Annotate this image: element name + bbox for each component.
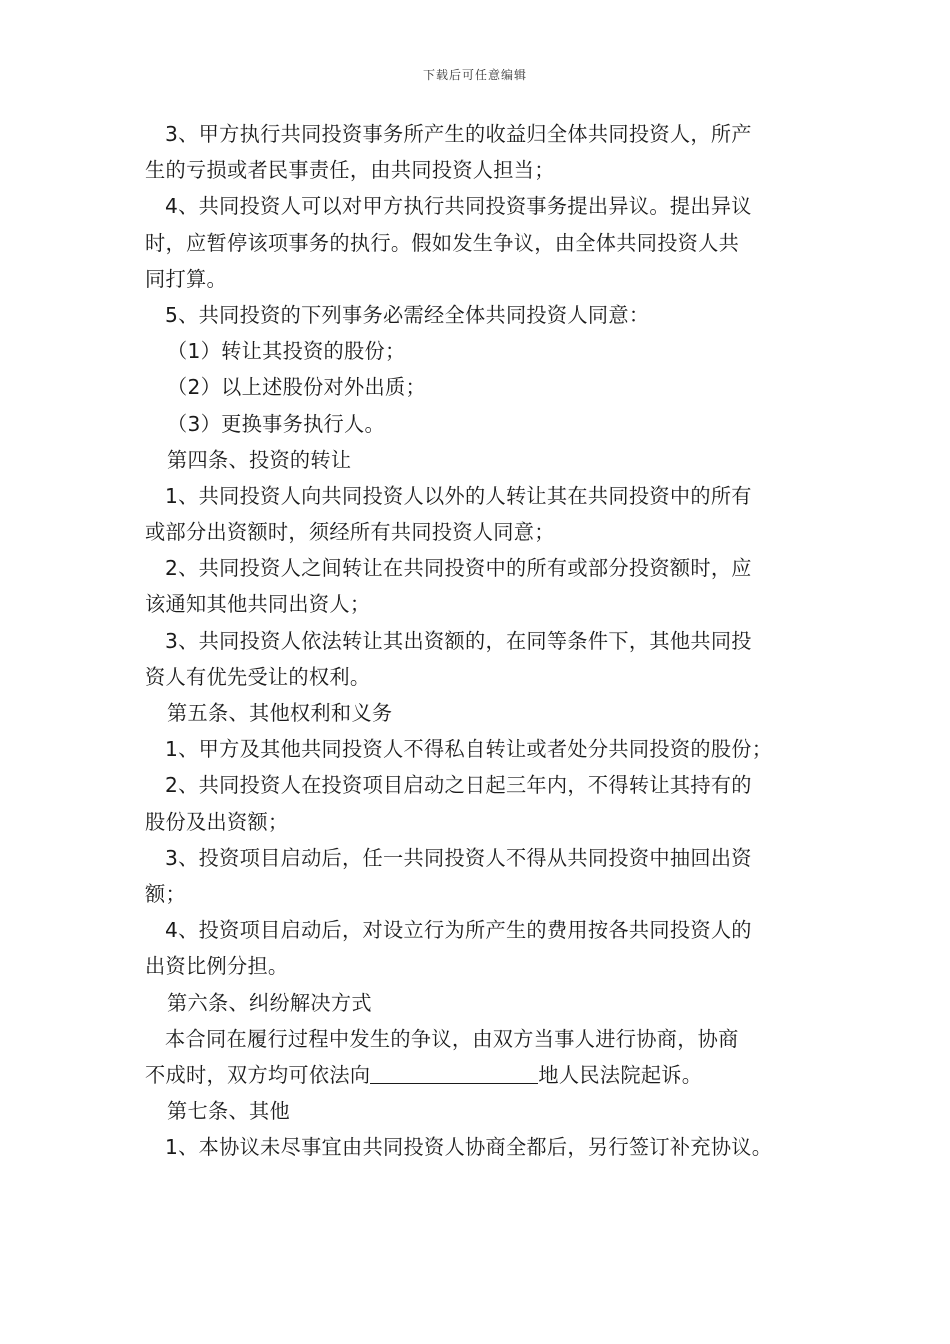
article-heading: 第六条、纠纷解决方式: [167, 990, 372, 1015]
clause-line: 额；: [145, 881, 186, 906]
clause-line: 或部分出资额时，须经所有共同投资人同意；: [145, 520, 555, 545]
page-header-note: 下载后可任意编辑: [422, 68, 527, 82]
sub-item-line: （2）以上述股份对外出质；: [167, 375, 426, 400]
clause-line: 4、投资项目启动后，对设立行为所产生的费用按各共同投资人的: [165, 918, 752, 943]
clause-line: 3、甲方执行共同投资事务所产生的收益归全体共同投资人，所产: [165, 122, 752, 146]
clause-line: 时，应暂停该项事务的执行。假如发生争议，由全体共同投资人共: [145, 230, 740, 255]
clause-line: 2、共同投资人在投资项目启动之日起三年内，不得转让其持有的: [165, 773, 752, 798]
clause-line: 3、投资项目启动后，任一共同投资人不得从共同投资中抽回出资: [165, 845, 752, 870]
clause-line-with-blank: [145, 1057, 820, 1093]
clause-line: 1、共同投资人向共同投资人以外的人转让其在共同投资中的所有: [165, 483, 752, 508]
article-heading: 第七条、其他: [167, 1099, 290, 1124]
court-location-blank: [370, 1061, 538, 1084]
article-heading: 第四条、投资的转让: [167, 447, 352, 472]
clause-line: 本合同在履行过程中发生的争议，由双方当事人进行协商，协商: [165, 1026, 739, 1051]
clause-text-before-blank: 不成时，双方均可依法向: [145, 1062, 371, 1087]
clause-text-after-blank: 地人民法院起诉。: [538, 1062, 703, 1087]
clause-line: 3、共同投资人依法转让其出资额的，在同等条件下，其他共同投: [165, 628, 752, 653]
sub-item-line: （3）更换事务执行人。: [167, 411, 386, 436]
article-heading: 第五条、其他权利和义务: [167, 701, 393, 725]
clause-line: 该通知其他共同出资人；: [145, 592, 371, 617]
clause-line: 股份及出资额；: [145, 809, 289, 834]
clause-line: 2、共同投资人之间转让在共同投资中的所有或部分投资额时，应: [165, 556, 752, 581]
sub-item-line: （1）转让其投资的股份；: [167, 339, 406, 364]
clause-line: 出资比例分担。: [145, 954, 289, 979]
clause-line: 同打算。: [145, 266, 227, 291]
clause-line: 资人有优先受让的权利。: [145, 664, 371, 689]
clause-line: 生的亏损或者民事责任，由共同投资人担当；: [145, 158, 555, 183]
clause-line: 1、甲方及其他共同投资人不得私自转让或者处分共同投资的股份；: [165, 737, 773, 762]
clause-line: 1、本协议未尽事宜由共同投资人协商全都后，另行签订补充协议。: [165, 1135, 773, 1160]
document-body: [145, 116, 820, 1165]
clause-line: 5、共同投资的下列事务必需经全体共同投资人同意：: [165, 302, 650, 327]
clause-line: 4、共同投资人可以对甲方执行共同投资事务提出异议。提出异议: [165, 194, 752, 219]
